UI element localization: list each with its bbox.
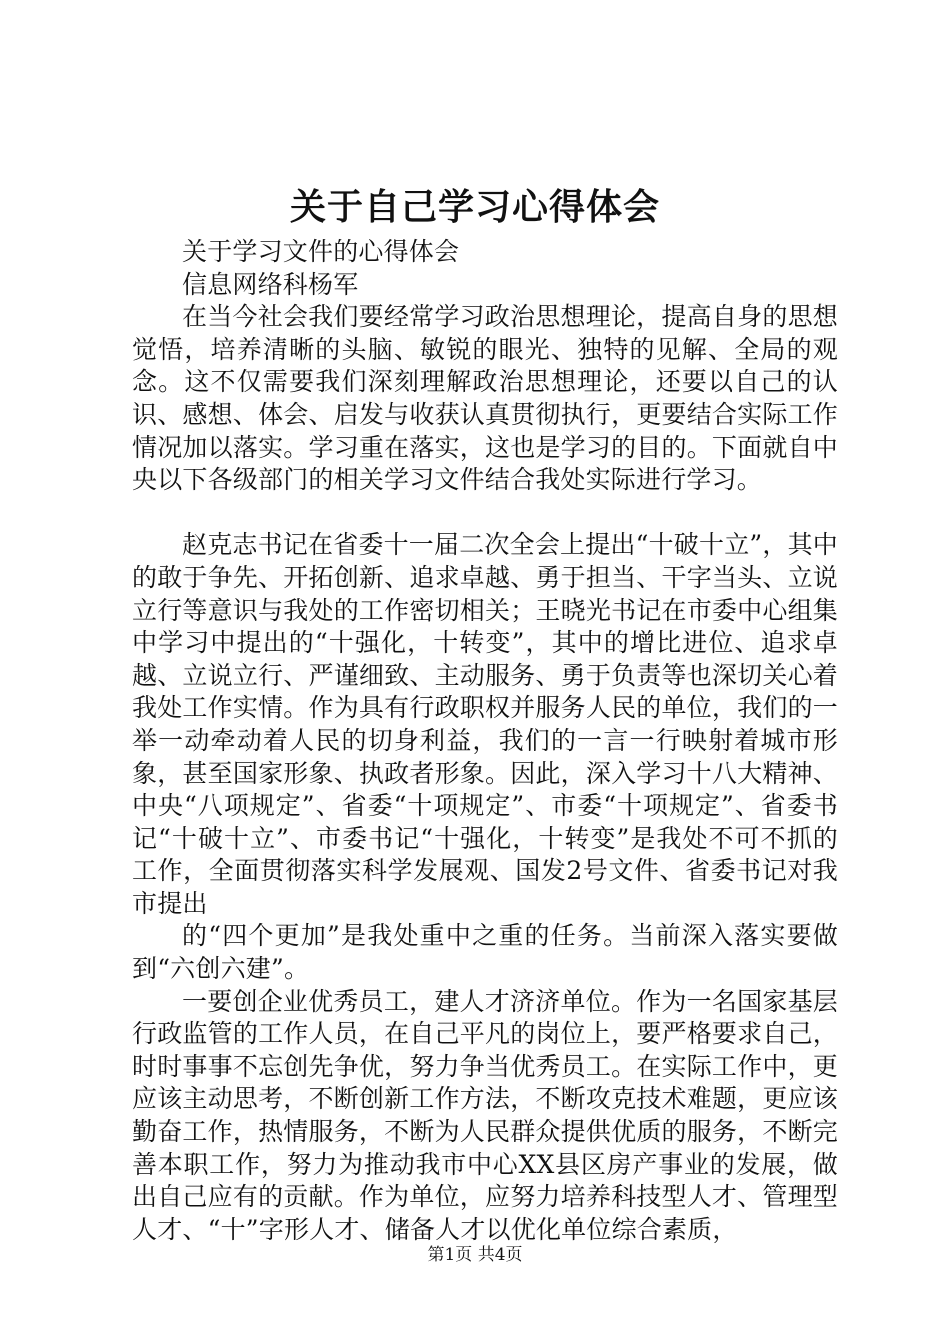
body-paragraph: 在当今社会我们要经常学习政治思想理论，提高自身的思想觉悟，培养清晰的头脑、敏锐的眼光、独特的见解、全局的观念。这不仅需要我们深刻理解政治思想理论，还要以自己的认识、感想、体会、启发与收获认真贯彻执行，更要结合实际工作情况加以落实。学习重在落实，这也是学习的目的。下面就自中央以下各级部门的相关学习文件结合我处实际进行学习。	[132, 302, 838, 495]
page-footer: 第1页 共4页	[427, 1245, 523, 1265]
body-paragraph: 一要创企业优秀员工，建人才济济单位。作为一名国家基层行政监管的工作人员，在自己平凡的岗位上，要严格要求自己，时时事事不忘创先争优，努力争当优秀员工。在实际工作中，更应该主动思考，不断创新工作方法，不断攻克技术难题，更应该勤奋工作，热情服务，不断为人民群众提供优质的服务，不断完善本职工作，努力为推动我市中心XX县区房产事业的发展，做出自己应有的贡献。作为单位，应努力培养科技型人才、管理型人才、“十”字形人才、储备人才以优化单位综合素质，	[132, 986, 838, 1244]
document-body	[132, 236, 838, 1246]
author-line: 信息网络科杨军	[182, 269, 359, 299]
body-paragraph: 赵克志书记在省委十一届二次全会上提出“十破十立”，其中的敢于争先、开拓创新、追求卓越、勇于担当、干字当头、立说立行等意识与我处的工作密切相关；王晓光书记在市委中心组集中学习中提出的“十强化，十转变”，其中的增比进位、追求卓越、立说立行、严谨细致、主动服务、勇于负责等也深切关心着我处工作实情。作为具有行政职权并服务人民的单位，我们的一举一动牵动着人民的切身利益，我们的一言一行映射着城市形象，甚至国家形象、执政者形象。因此，深入学习十八大精神、中央“八项规定”、省委“十项规定”、市委“十项规定”、省委书记“十破十立”、市委书记“十强化，十转变”是我处不可不抓的工作，全面贯彻落实科学发展观、国发2号文件、省委书记对我市提出	[132, 530, 838, 918]
body-paragraph: 的“四个更加”是我处重中之重的任务。当前深入落实要做到“六创六建”。	[132, 921, 838, 984]
document-title: 关于自己学习心得体会	[289, 187, 660, 228]
subtitle-line: 关于学习文件的心得体会	[182, 237, 460, 266]
